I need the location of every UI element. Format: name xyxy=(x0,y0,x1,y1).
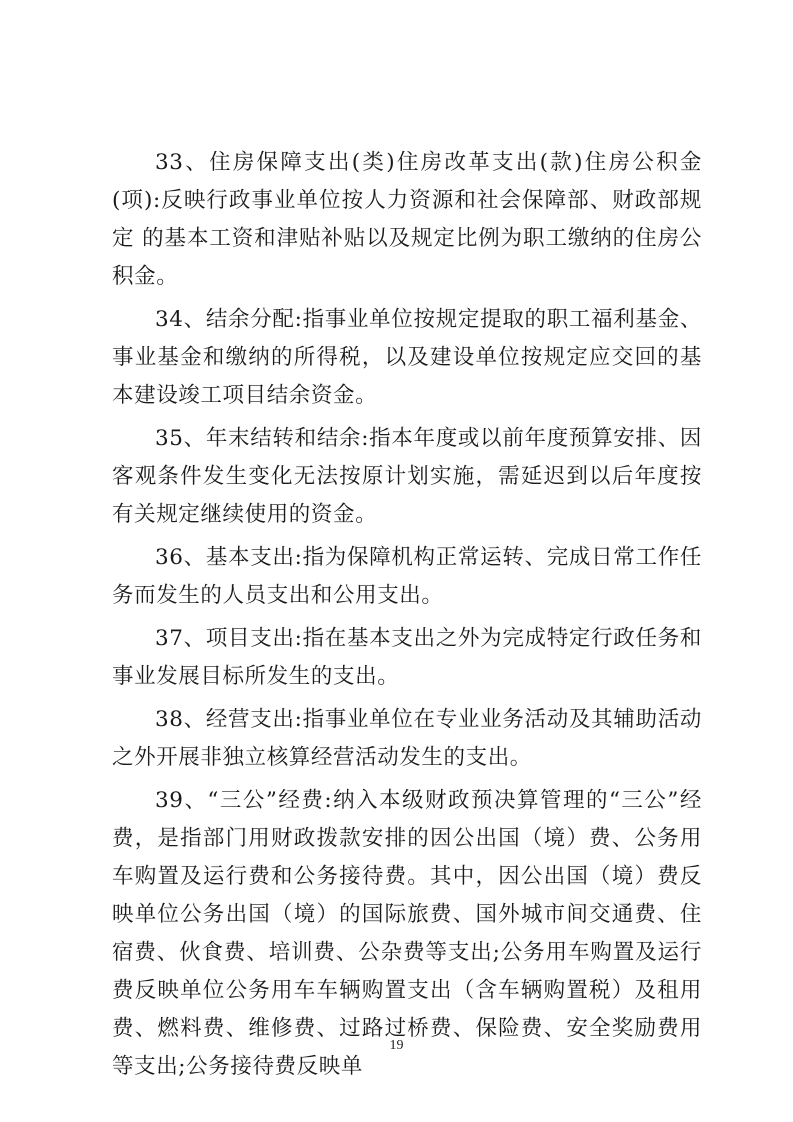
paragraph-39-three-public-expenses: 39、“三公”经费:纳入本级财政预决算管理的“三公”经费，是指部门用财政拨款安排的因公出国（境）费、公务用车购置及运行费和公务接待费。其中，因公出国（境）费反映单位公务出国（境）的国际旅费、国外城市间交通费、住宿费、伙食费、培训费、公杂费等支出;公务用车购置及运行费反映单位公务用车车辆购置支出（含车辆购置税）及租用费、燃料费、维修费、过路过桥费、保险费、安全奖励费用等支出;公务接待费反映单 xyxy=(112,788,702,1079)
paragraph-37-project-expenditure: 37、项目支出:指在基本支出之外为完成特定行政任务和事业发展目标所发生的支出。 xyxy=(112,626,702,689)
paragraph-34-surplus-distribution: 34、结余分配:指事业单位按规定提取的职工福利基金、事业基金和缴纳的所得税，以及建设单位按规定应交回的基本建设竣工项目结余资金。 xyxy=(112,307,702,408)
paragraph-36-basic-expenditure: 36、基本支出:指为保障机构正常运转、完成日常工作任务而发生的人员支出和公用支出。 xyxy=(112,545,702,608)
page-number: 19 xyxy=(389,1038,404,1053)
paragraph-38-operating-expenditure: 38、经营支出:指事业单位在专业业务活动及其辅助活动之外开展非独立核算经营活动发生的支出。 xyxy=(112,707,702,770)
paragraph-35-year-end-balance: 35、年末结转和结余:指本年度或以前年度预算安排、因客观条件发生变化无法按原计划实施，需延迟到以后年度按有关规定继续使用的资金。 xyxy=(112,426,702,527)
paragraph-33-housing-fund: 33、住房保障支出(类)住房改革支出(款)住房公积金(项):反映行政事业单位按人力资源和社会保障部、财政部规定 的基本工资和津贴补贴以及规定比例为职工缴纳的住房公积金。 xyxy=(112,150,702,289)
document-body xyxy=(112,144,702,1086)
